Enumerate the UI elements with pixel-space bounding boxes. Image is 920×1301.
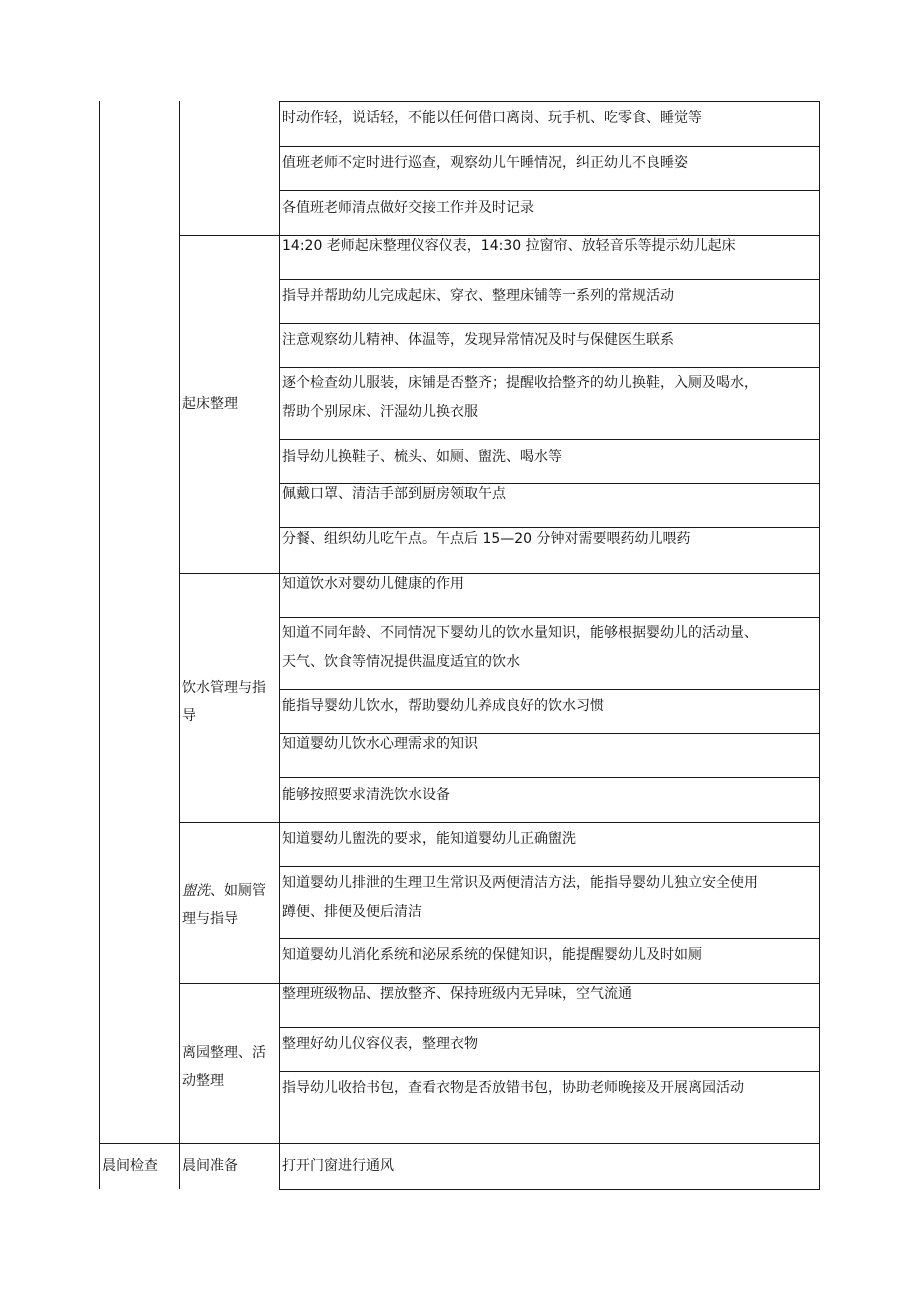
section-chenjian: 晨间检查 [102,1158,158,1174]
row-divider [279,439,820,440]
table-border-col2 [179,101,180,1189]
table-cell-line2: 天气、饮食等情况提供温度适宜的饮水 [282,654,520,670]
table-cell: 佩戴口罩、清洁手部到厨房领取午点 [282,486,506,502]
table-cell: 打开门窗进行通风 [282,1158,394,1174]
table-cell: 知道饮水对婴幼儿健康的作用 [282,576,464,592]
table-cell: 值班老师不定时进行巡查，观察幼儿午睡情况，纠正幼儿不良睡姿 [282,155,688,171]
table-cell: 能指导婴幼儿饮水，帮助婴幼儿养成良好的饮水习惯 [282,698,604,714]
row-divider [279,938,820,939]
category-guanxi-italic: 盥洗 [182,883,210,899]
category-guanxi-line2: 理与指导 [182,911,238,927]
table-cell: 14:20 老师起床整理仪容仪表，14:30 拉窗帘、放轻音乐等提示幼儿起床 [282,238,736,254]
row-divider [279,866,820,867]
category-chenjian-prep: 晨间准备 [182,1158,238,1174]
row-divider [279,279,820,280]
row-divider [179,822,820,823]
category-guanxi-line1 [182,877,276,906]
row-divider [279,101,820,102]
category-liyuan-line1: 离园整理、活 [182,1045,266,1061]
row-divider [279,617,820,618]
row-divider [279,367,820,368]
row-divider [279,1027,820,1028]
table-cell: 知道婴幼儿饮水心理需求的知识 [282,736,478,752]
row-divider [279,689,820,690]
row-divider [279,777,820,778]
table-border-left [99,101,100,1189]
category-yinshui-line1: 饮水管理与指 [182,680,266,696]
table-cell: 指导幼儿换鞋子、梳头、如厕、盥洗、喝水等 [282,449,562,465]
table-cell: 整理好幼儿仪容仪表，整理衣物 [282,1036,478,1052]
table-cell-line1: 知道婴幼儿排泄的生理卫生常识及两便清洁方法，能指导婴幼儿独立安全使用 [282,875,758,891]
table-cell-line2: 帮助个别尿床、汗湿幼儿换衣服 [282,404,478,420]
table-cell: 分餐、组织幼儿吃午点。午点后 15—20 分钟对需要喂药幼儿喂药 [282,531,691,547]
category-qichuang: 起床整理 [182,396,238,412]
table-cell: 时动作轻，说话轻，不能以任何借口离岗、玩手机、吃零食、睡觉等 [282,110,702,126]
row-divider [279,323,820,324]
table-cell: 指导幼儿收拾书包，查看衣物是否放错书包，协助老师晚接及开展离园活动 [282,1080,744,1096]
table-border-col3 [279,101,280,1189]
category-yinshui-line2: 导 [182,708,196,724]
row-divider [179,573,820,574]
row-divider [99,1143,820,1144]
table-cell: 注意观察幼儿精神、体温等，发现异常情况及时与保健医生联系 [282,332,674,348]
category-liyuan-line2: 动整理 [182,1073,224,1089]
row-divider [279,1071,820,1072]
row-divider [279,1189,820,1190]
category-guanxi-rest: 、如厕管 [210,883,266,899]
table-cell: 指导并帮助幼儿完成起床、穿衣、整理床铺等一系列的常规活动 [282,288,674,304]
table-cell: 各值班老师清点做好交接工作并及时记录 [282,200,534,216]
table-cell-line2: 蹲便、排便及便后清洁 [282,904,422,920]
row-divider [279,190,820,191]
row-divider [279,146,820,147]
table-cell: 整理班级物品、摆放整齐、保持班级内无异味，空气流通 [282,986,632,1002]
table-cell-line1: 知道不同年龄、不同情况下婴幼儿的饮水量知识，能够根据婴幼儿的活动量、 [282,625,758,641]
table-cell: 能够按照要求清洗饮水设备 [282,787,450,803]
table-cell-line1: 逐个检查幼儿服装，床铺是否整齐；提醒收拾整齐的幼儿换鞋，入厕及喝水， [282,375,758,391]
table-cell: 知道婴幼儿盥洗的要求，能知道婴幼儿正确盥洗 [282,831,576,847]
table-cell: 知道婴幼儿消化系统和泌尿系统的保健知识，能提醒婴幼儿及时如厕 [282,947,702,963]
